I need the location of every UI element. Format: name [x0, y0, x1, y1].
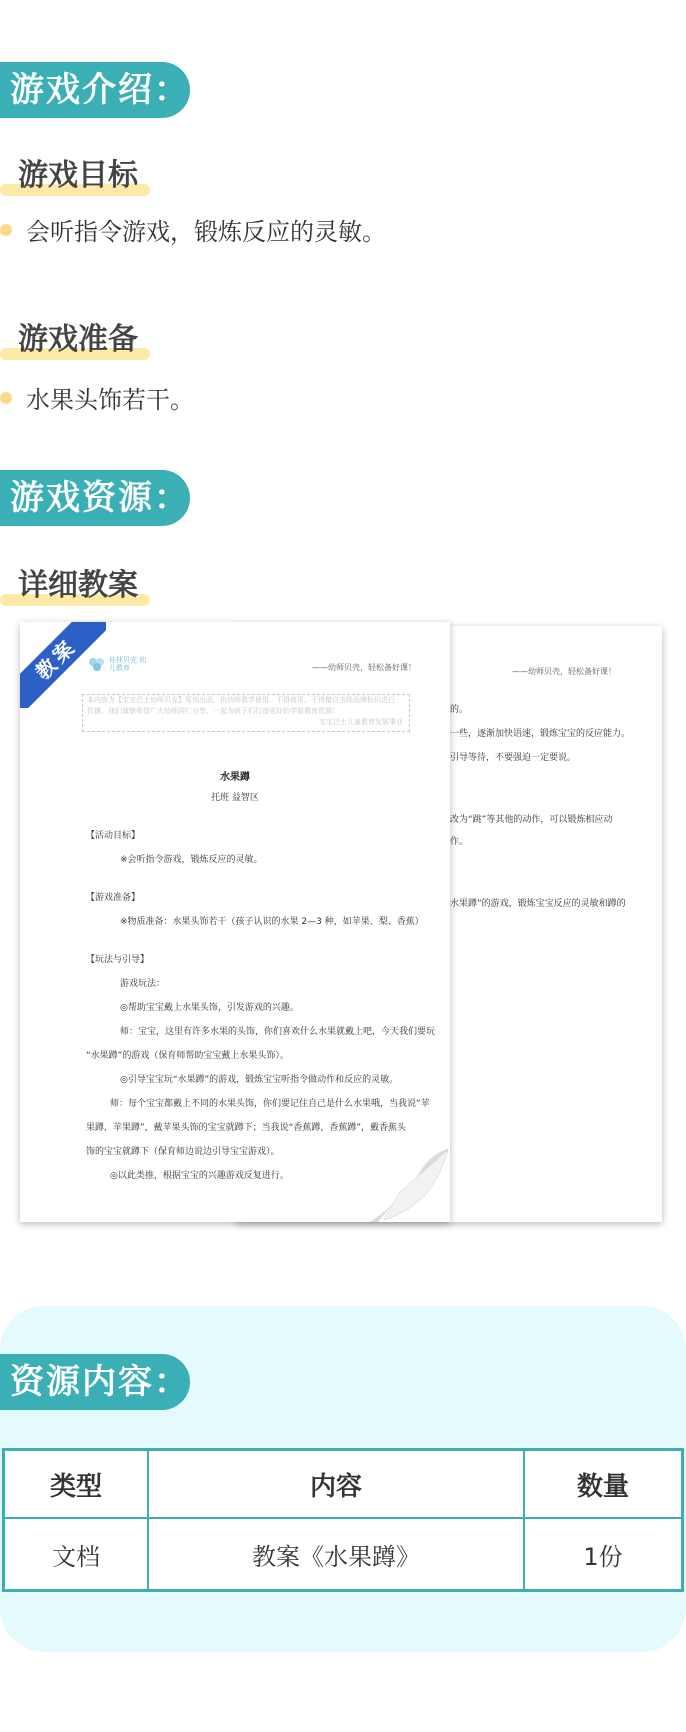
goal-item-text: 会听指令游戏，锻炼反应的灵敏。	[26, 218, 386, 246]
header-note: ——幼师贝壳，轻松备好课！	[312, 663, 416, 672]
shell-logo-icon	[88, 656, 106, 672]
notice-line: 本内容为【宝宝巴士幼师贝壳】原创出品，供幼师教学使用，不得商用。不得擅自去除品牌标识进行	[87, 696, 395, 704]
back-fragment: 的。	[450, 705, 469, 715]
resource-table	[2, 1448, 684, 1592]
doc-title: 水果蹲	[220, 772, 250, 783]
section-label-resources: 游戏资源：	[0, 470, 190, 526]
bullet-dot-icon	[0, 224, 12, 236]
doc-line: ※会听指令游戏，锻炼反应的灵敏。	[120, 855, 263, 865]
doc-line: 果蹲，苹果蹲”，戴苹果头饰的宝宝就蹲下；当我说“香蕉蹲，香蕉蹲”，戴香蕉头	[86, 1123, 406, 1133]
cell-type: 文档	[4, 1518, 149, 1591]
logo	[88, 656, 149, 672]
back-line: 改为“跳”等其他的动作，可以锻炼相应动	[450, 815, 613, 825]
column-header-content: 内容	[148, 1450, 524, 1519]
bullet-dot-icon	[0, 392, 12, 404]
goal-item	[0, 212, 386, 247]
page-curl-icon	[370, 1142, 450, 1222]
doc-line: ◎以此类推，根据宝宝的兴趣游戏反复进行。	[110, 1171, 289, 1181]
doc-line: 游戏玩法：	[120, 979, 166, 989]
column-header-count: 数量	[524, 1450, 683, 1519]
doc-section-label: 【玩法与引导】	[86, 955, 150, 965]
doc-line: 师：每个宝宝都戴上不同的水果头饰，你们要记住自己是什么水果哦，当我说“苹	[110, 1099, 430, 1109]
doc-section-label: 【活动目标】	[86, 831, 141, 841]
cell-content: 教案《水果蹲》	[148, 1518, 524, 1591]
notice-line: 宝宝巴士儿童教育发展事业	[319, 718, 403, 726]
back-header-note: ——幼师贝壳，轻松备好课！	[512, 667, 616, 676]
back-line: 一些，逐渐加快语速，锻炼宝宝的反应能力。	[450, 729, 631, 739]
doc-line: ※物质准备：水果头饰若干（孩子认识的水果 2—3 种，如苹果、梨、香蕉）	[120, 917, 424, 927]
section-label-intro: 游戏介绍：	[0, 62, 190, 118]
back-line: 引导等待，不要强迫一定要说。	[450, 753, 577, 763]
back-fragment: 作。	[450, 837, 469, 847]
cell-count: 1份	[524, 1518, 683, 1591]
ribbon-label: 教案	[20, 622, 106, 708]
doc-line: “水果蹲”的游戏（保育师帮助宝宝戴上水果头饰）。	[86, 1051, 289, 1061]
plan-heading: 详细教案	[18, 560, 138, 604]
table-header-row	[4, 1450, 683, 1519]
doc-line: 师：宝宝，这里有许多水果的头饰，你们喜欢什么水果就戴上吧，今天我们要玩	[120, 1027, 436, 1037]
copyright-notice	[82, 694, 410, 732]
section-label-content: 资源内容：	[0, 1354, 190, 1410]
doc-line: ◎帮助宝宝戴上水果头饰，引发游戏的兴趣。	[120, 1003, 299, 1013]
document-page-front	[20, 622, 450, 1222]
prep-item-text: 水果头饰若干。	[26, 386, 194, 414]
goal-heading: 游戏目标	[18, 150, 138, 194]
prep-heading: 游戏准备	[18, 314, 138, 358]
notice-line: 传播。我们诚挚希望广大幼师同仁分享，一起为孩子们打造更好的学前教育资源！	[87, 707, 339, 715]
doc-line: 饰的宝宝就蹲下（保育师边说边引导宝宝游戏）。	[86, 1147, 280, 1157]
back-line: 水果蹲”的游戏，锻炼宝宝反应的灵敏和蹲的	[450, 899, 626, 909]
table-row	[4, 1518, 683, 1591]
logo-text: 桂林贝壳 幼儿教育	[109, 656, 147, 672]
doc-class-info: 托班 益智区	[211, 793, 259, 803]
doc-section-label: 【游戏准备】	[86, 893, 141, 903]
prep-item	[0, 380, 194, 415]
doc-line: ◎引导宝宝玩“水果蹲”的游戏，锻炼宝宝听指令做动作和反应的灵敏。	[120, 1075, 399, 1085]
column-header-type: 类型	[4, 1450, 149, 1519]
